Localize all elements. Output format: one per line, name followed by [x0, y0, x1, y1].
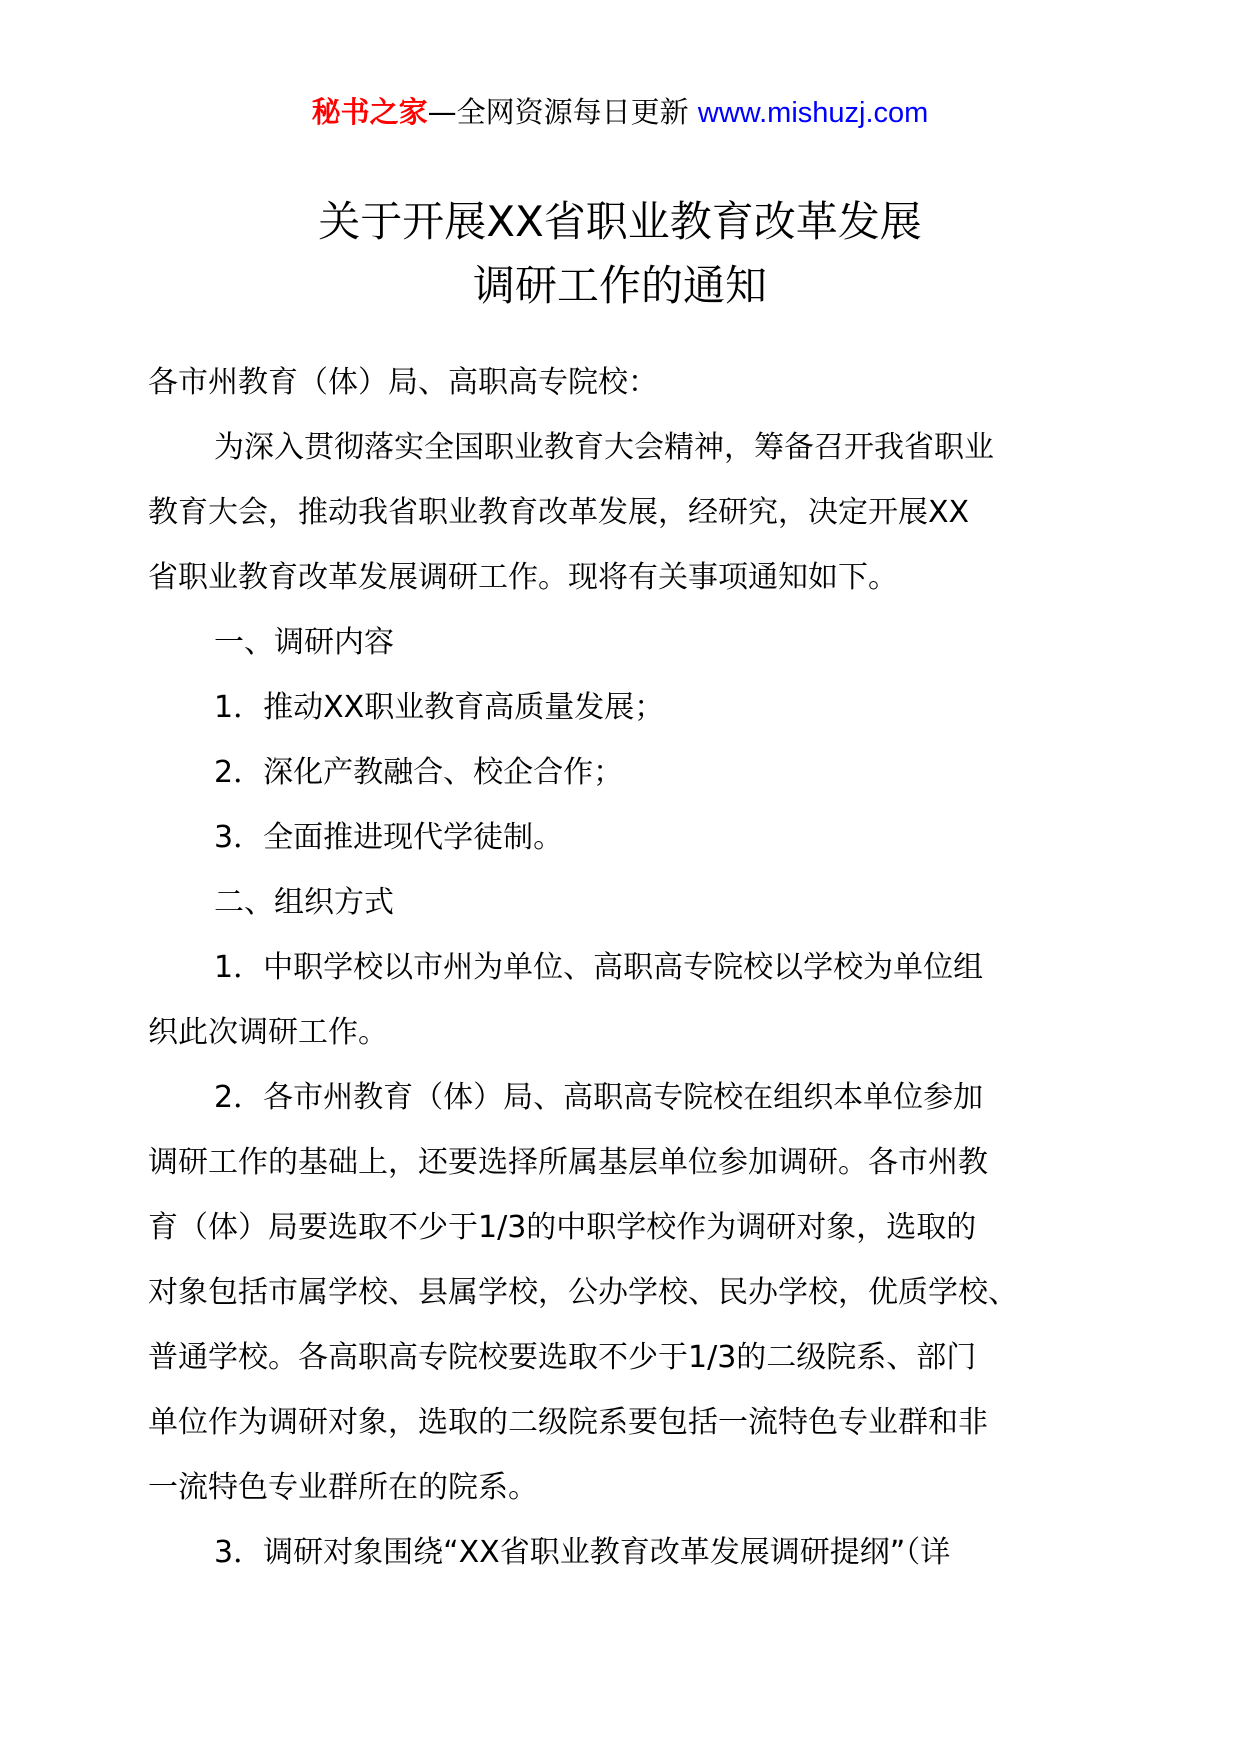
banner-tagline: —全网资源每日更新 [427, 95, 698, 129]
document-body [148, 358, 1108, 1593]
body-line: 一、调研内容 [214, 625, 394, 660]
body-line: 一流特色专业群所在的院系。 [148, 1470, 538, 1505]
body-line: 1．中职学校以市州为单位、高职高专院校以学校为单位组 [214, 950, 984, 985]
body-line: 织此次调研工作。 [148, 1015, 388, 1050]
body-line: 1．推动XX职业教育高质量发展； [214, 690, 665, 725]
body-line: 对象包括市属学校、县属学校，公办学校、民办学校，优质学校、 [148, 1275, 1018, 1310]
banner-brand: 秘书之家 [311, 95, 428, 129]
body-line: 3．调研对象围绕“XX省职业教育改革发展调研提纲”（详 [214, 1535, 951, 1570]
body-line: 单位作为调研对象，选取的二级院系要包括一流特色专业群和非 [148, 1405, 988, 1440]
body-line: 普通学校。各高职高专院校要选取不少于1/3的二级院系、部门 [148, 1340, 977, 1375]
body-line: 各市州教育（体）局、高职高专院校： [148, 365, 658, 400]
body-line: 为深入贯彻落实全国职业教育大会精神，筹备召开我省职业 [214, 430, 994, 465]
site-banner [0, 92, 1240, 133]
body-line: 省职业教育改革发展调研工作。现将有关事项通知如下。 [148, 560, 898, 595]
body-line: 育（体）局要选取不少于1/3的中职学校作为调研对象，选取的 [148, 1210, 977, 1245]
document-title-line-2: 调研工作的通知 [472, 261, 767, 310]
body-line: 二、组织方式 [214, 885, 394, 920]
body-line: 教育大会，推动我省职业教育改革发展，经研究，决定开展XX [148, 495, 970, 530]
body-line: 3．全面推进现代学徒制。 [214, 820, 564, 855]
body-line: 2．各市州教育（体）局、高职高专院校在组织本单位参加 [214, 1080, 984, 1115]
body-line: 调研工作的基础上，还要选择所属基层单位参加调研。各市州教 [148, 1145, 988, 1180]
document-title-line-1: 关于开展XX省职业教育改革发展 [318, 197, 922, 246]
body-line: 2．深化产教融合、校企合作； [214, 755, 624, 790]
banner-url[interactable]: www.mishuzj.com [697, 97, 929, 129]
